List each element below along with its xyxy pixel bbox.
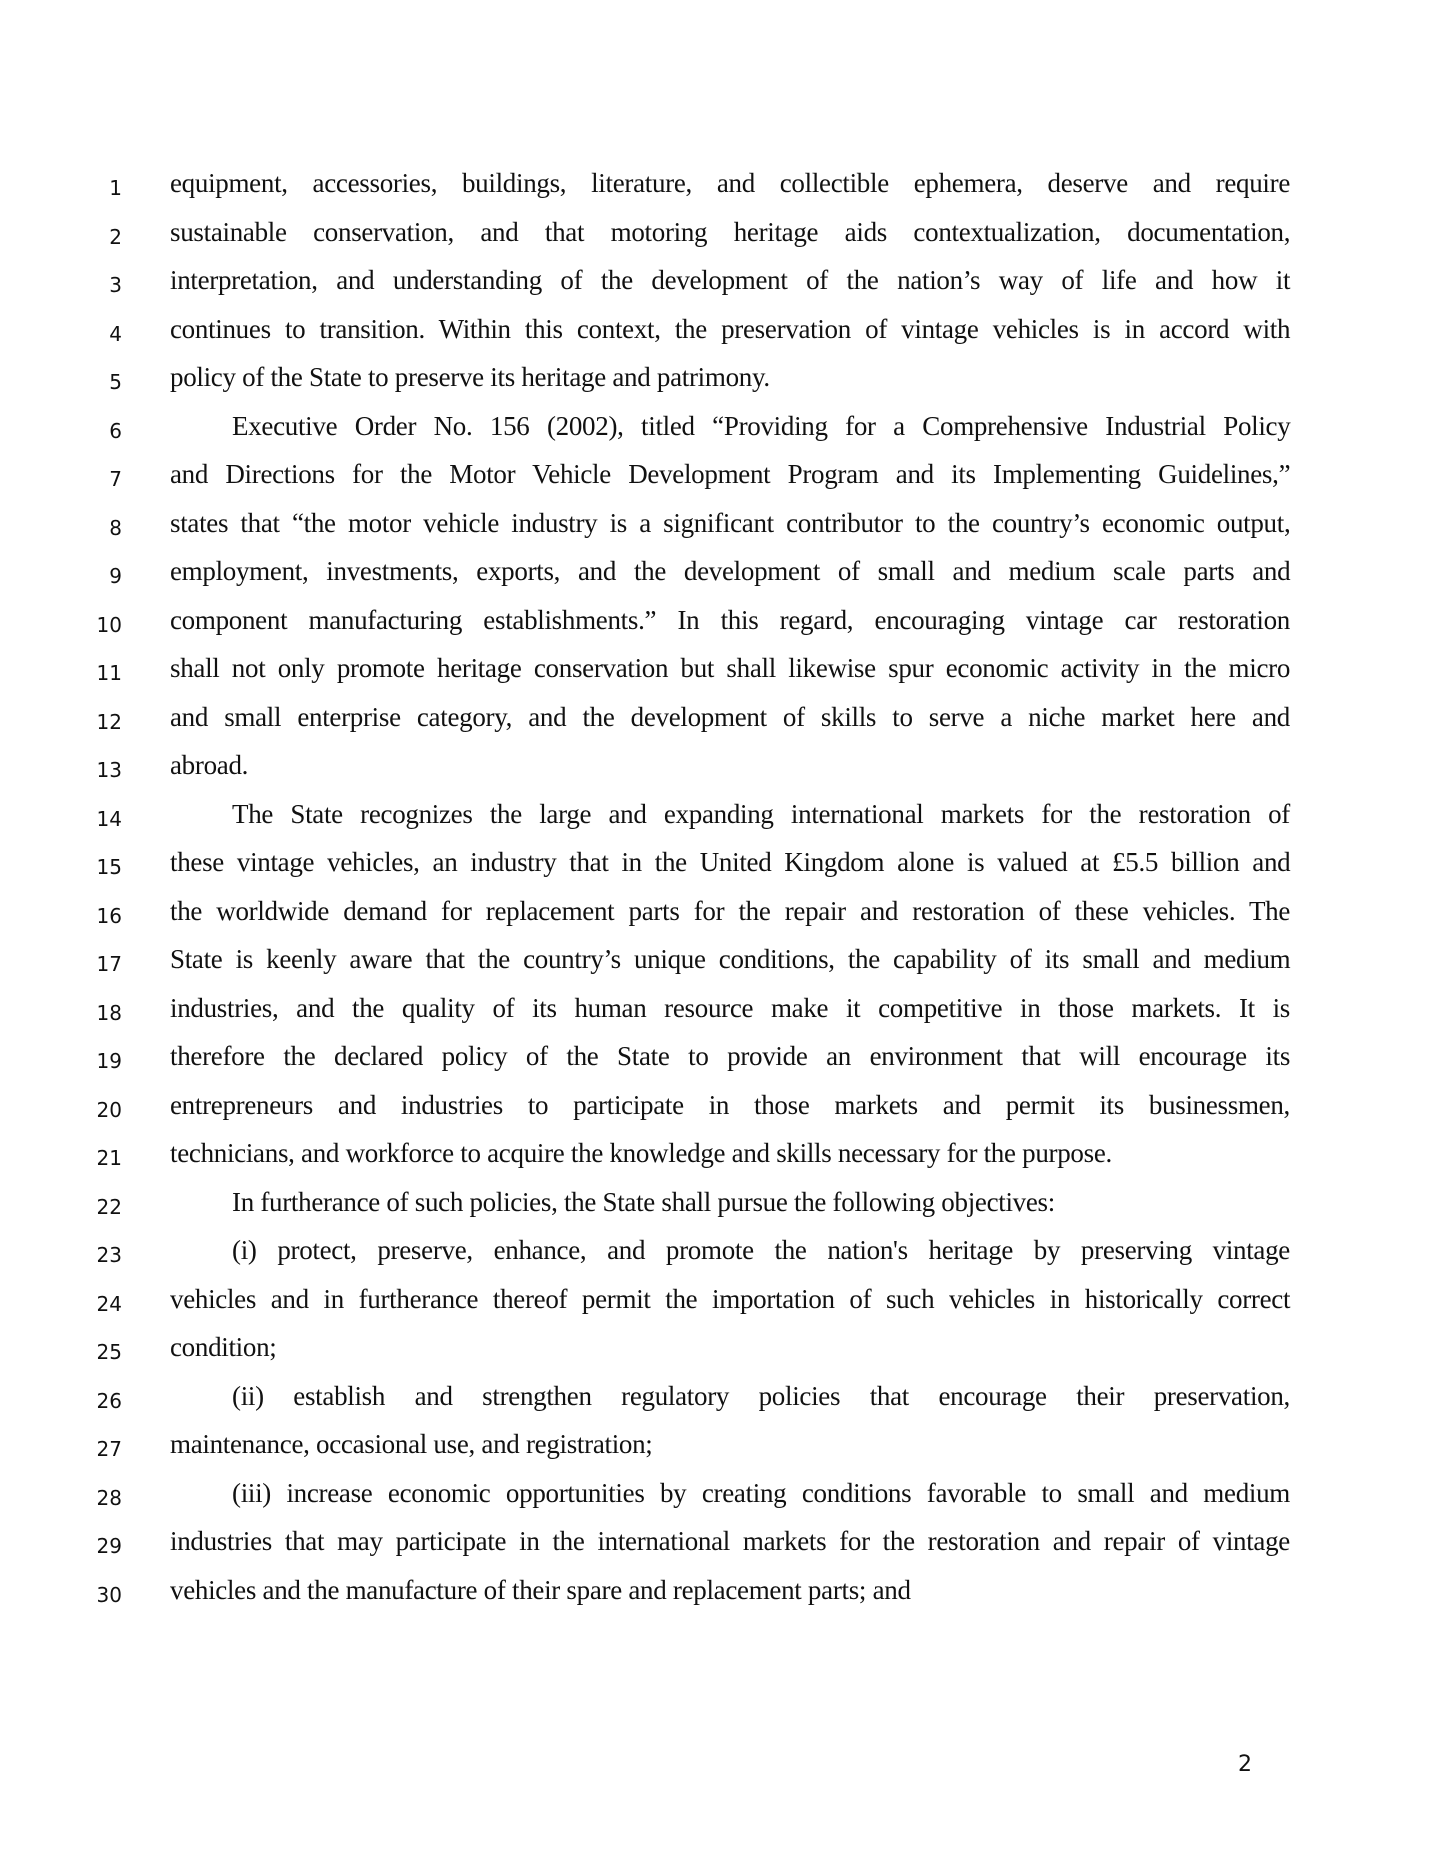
document-line <box>0 1090 1440 1138</box>
line-number: 26 <box>96 1388 122 1413</box>
document-line <box>0 168 1440 216</box>
line-number: 4 <box>109 321 122 346</box>
line-text: abroad. <box>170 750 249 780</box>
line-number: 1 <box>109 176 122 200</box>
document-line <box>0 605 1440 653</box>
document-line <box>0 459 1440 507</box>
document-line <box>0 799 1440 847</box>
line-text: (iii) increase economic opportunities by creating conditions favorable to small and medium <box>232 1477 1290 1508</box>
document-line <box>0 1284 1440 1332</box>
document-line <box>0 896 1440 944</box>
line-text: states that “the motor vehicle industry is a significant contributor to the country’s economic output, <box>170 507 1291 538</box>
line-text: the worldwide demand for replacement parts for the repair and restoration of these vehicles. The <box>170 895 1291 926</box>
document-line <box>0 411 1440 459</box>
line-number: 30 <box>96 1582 122 1607</box>
document-line <box>0 1187 1440 1235</box>
line-number: 13 <box>96 758 122 782</box>
document-line <box>0 265 1440 313</box>
line-number: 20 <box>96 1097 122 1122</box>
line-text: State is keenly aware that the country’s unique conditions, the capability of its small and medium <box>170 944 1291 974</box>
line-text: therefore the declared policy of the State to provide an environment that will encourage its <box>170 1041 1291 1071</box>
line-text: Executive Order No. 156 (2002), titled “Providing for a Comprehensive Industrial Policy <box>232 410 1291 441</box>
line-text: technicians, and workforce to acquire the knowledge and skills necessary for the purpose. <box>170 1138 1112 1168</box>
document-line <box>0 847 1440 895</box>
line-number: 7 <box>109 467 122 491</box>
line-text: industries that may participate in the international markets for the restoration and repair of vintage <box>170 1526 1290 1556</box>
line-text: industries, and the quality of its human resource make it competitive in those markets. It is <box>170 992 1290 1023</box>
document-line <box>0 750 1440 798</box>
document-line <box>0 1478 1440 1526</box>
document-line <box>0 1138 1440 1186</box>
document-line <box>0 1332 1440 1380</box>
document-line <box>0 1041 1440 1089</box>
line-number: 12 <box>96 709 122 734</box>
line-number: 11 <box>96 661 122 685</box>
line-number: 8 <box>109 515 122 540</box>
document-line <box>0 217 1440 265</box>
line-text: component manufacturing establishments.” In this regard, encouraging vintage car restoration <box>170 604 1290 635</box>
line-text: shall not only promote heritage conservation but shall likewise spur economic activity in the micro <box>170 653 1291 683</box>
line-number: 25 <box>96 1340 122 1364</box>
line-number: 19 <box>96 1049 122 1073</box>
line-number: 15 <box>96 855 122 879</box>
line-text: interpretation, and understanding of the development of the nation’s way of life and how it <box>170 265 1291 295</box>
line-number: 6 <box>109 418 122 443</box>
document-line <box>0 556 1440 604</box>
line-number: 5 <box>109 370 122 394</box>
line-number: 14 <box>96 806 122 831</box>
line-number: 27 <box>96 1437 122 1461</box>
line-number: 23 <box>96 1243 122 1267</box>
line-number: 18 <box>96 1000 122 1025</box>
line-number: 29 <box>96 1534 122 1558</box>
line-text: The State recognizes the large and expanding international markets for the restoration of <box>232 798 1290 829</box>
document-line <box>0 508 1440 556</box>
document-line <box>0 1429 1440 1477</box>
line-number: 10 <box>96 612 122 637</box>
document-line <box>0 944 1440 992</box>
line-text: sustainable conservation, and that motoring heritage aids contextualization, documentation, <box>170 216 1291 247</box>
line-text: (i) protect, preserve, enhance, and promote the nation's heritage by preserving vintage <box>232 1235 1290 1265</box>
line-text: maintenance, occasional use, and registration; <box>170 1429 653 1459</box>
line-text: continues to transition. Within this context, the preservation of vintage vehicles is in accord with <box>170 313 1291 344</box>
document-line <box>0 362 1440 410</box>
line-text: employment, investments, exports, and the development of small and medium scale parts and <box>170 556 1291 586</box>
line-number: 17 <box>96 952 122 976</box>
document-line <box>0 1575 1440 1623</box>
line-text: In furtherance of such policies, the State shall pursue the following objectives: <box>232 1186 1055 1217</box>
line-text: and Directions for the Motor Vehicle Development Program and its Implementing Guidelines,” <box>170 459 1291 489</box>
document-line <box>0 1235 1440 1283</box>
line-text: entrepreneurs and industries to participate in those markets and permit its businessmen, <box>170 1089 1290 1120</box>
page-number: 2 <box>1238 1752 1252 1777</box>
line-number: 28 <box>96 1485 122 1510</box>
document-line <box>0 702 1440 750</box>
line-text: equipment, accessories, buildings, literature, and collectible ephemera, deserve and require <box>170 168 1290 198</box>
line-text: vehicles and in furtherance thereof permit the importation of such vehicles in historically correct <box>170 1283 1291 1314</box>
line-number: 3 <box>109 273 122 297</box>
line-text: condition; <box>170 1332 277 1362</box>
line-text: (ii) establish and strengthen regulatory policies that encourage their preservation, <box>232 1380 1290 1411</box>
line-text: these vintage vehicles, an industry that in the United Kingdom alone is valued at £5.5 billion and <box>170 847 1291 877</box>
line-number: 2 <box>109 224 122 249</box>
line-text: and small enterprise category, and the development of skills to serve a niche market here and <box>170 701 1290 732</box>
document-line <box>0 993 1440 1041</box>
line-number: 16 <box>96 903 122 928</box>
line-text: vehicles and the manufacture of their spare and replacement parts; and <box>170 1574 911 1605</box>
line-number: 9 <box>109 564 122 588</box>
document-line <box>0 653 1440 701</box>
line-number: 24 <box>96 1291 122 1316</box>
line-number: 21 <box>96 1146 122 1170</box>
document-line <box>0 1526 1440 1574</box>
document-line <box>0 314 1440 362</box>
line-text: policy of the State to preserve its heritage and patrimony. <box>170 362 770 392</box>
line-number: 22 <box>96 1194 122 1219</box>
document-line <box>0 1381 1440 1429</box>
